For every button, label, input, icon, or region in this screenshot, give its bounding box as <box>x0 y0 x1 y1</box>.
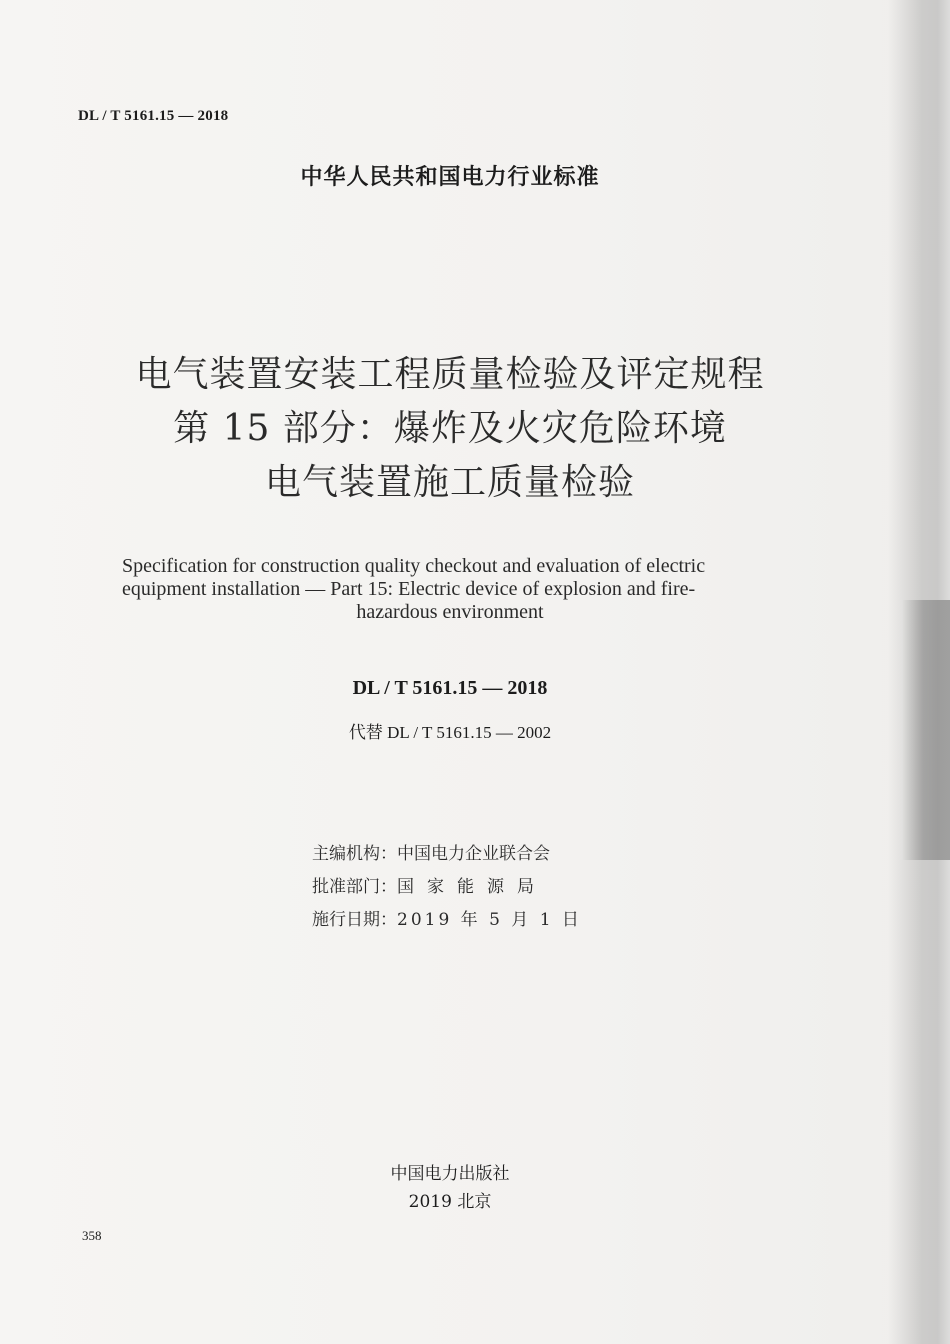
chinese-title-line-1: 电气装置安装工程质量检验及评定规程 <box>135 354 765 395</box>
approver-value: 国家能源局 <box>397 877 547 897</box>
approver-label: 批准部门： <box>312 877 397 897</box>
replaces-standard: 代替 DL / T 5161.15 — 2002 <box>348 723 552 742</box>
binding-shadow-dark <box>902 600 950 860</box>
date-value: 2019 年 5 月 1 日 <box>397 910 582 930</box>
industry-standard-heading: 中华人民共和国电力行业标准 <box>300 165 600 190</box>
publisher-name: 中国电力出版社 <box>390 1164 510 1184</box>
editor-row <box>312 838 582 871</box>
english-title-line-2: equipment installation — Part 15: Electric device of explosion and fire- <box>122 578 696 600</box>
approver-row <box>312 871 582 904</box>
publisher-block <box>0 1160 900 1216</box>
page-number: 358 <box>82 1228 102 1243</box>
date-row <box>312 904 582 937</box>
editor-value: 中国电力企业联合会 <box>397 844 550 864</box>
chinese-title-line-2: 第 15 部分：爆炸及火灾危险环境 <box>173 408 727 449</box>
english-title <box>122 555 778 624</box>
english-title-line-3: hazardous environment <box>356 601 544 623</box>
publisher-year-city: 2019 北京 <box>408 1192 492 1212</box>
chinese-title <box>0 348 900 510</box>
issuance-info <box>312 838 582 937</box>
chinese-title-line-3: 电气装置施工质量检验 <box>264 462 635 503</box>
english-title-line-1: Specification for construction quality checkout and evaluation of electric <box>122 555 706 577</box>
date-label: 施行日期： <box>312 910 397 930</box>
header-standard-code: DL / T 5161.15 — 2018 <box>78 108 229 124</box>
standard-code: DL / T 5161.15 — 2018 <box>352 677 548 699</box>
editor-label: 主编机构： <box>312 844 397 864</box>
